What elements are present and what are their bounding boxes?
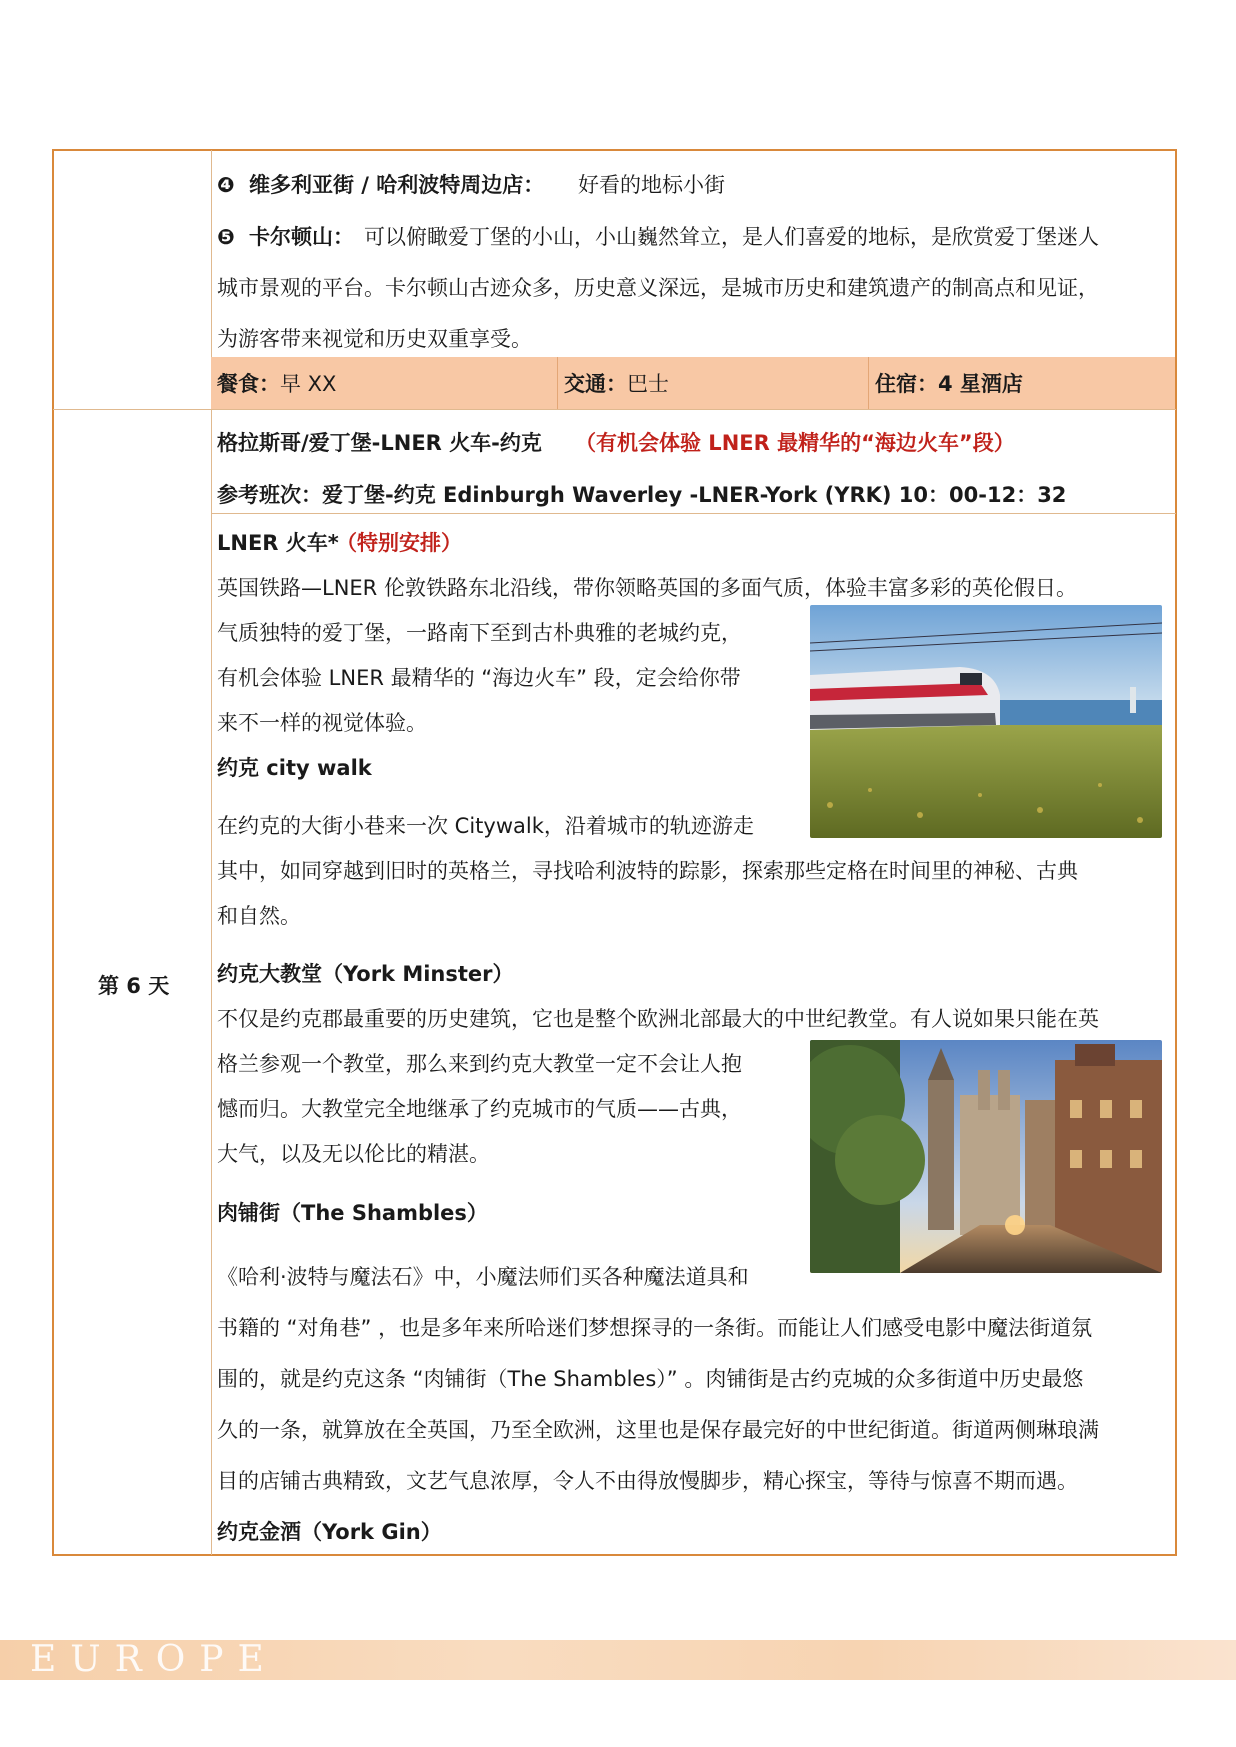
item5-number: ❺ — [217, 225, 235, 249]
hotel-label: 住宿： — [875, 372, 938, 396]
minster-line-1: 不仅是约克郡最重要的历史建筑，它也是整个欧洲北部最大的中世纪教堂。有人说如果只能在英 — [217, 1007, 1099, 1031]
lner-line-2: 气质独特的爱丁堡，一路南下至到古朴典雅的老城约克， — [217, 621, 742, 645]
lner-train-photo — [810, 605, 1162, 838]
lner-title: LNER 火车* — [217, 531, 339, 555]
citywalk-title: 约克 city walk — [217, 756, 372, 780]
minster-line-4: 大气，以及无以伦比的精湛。 — [217, 1142, 490, 1166]
lner-line-1: 英国铁路—LNER 伦敦铁路东北沿线，带你领略英国的多面气质，体验丰富多彩的英伦假日。 — [217, 576, 1077, 600]
footer-europe-wordmark: EUROPE — [30, 1639, 278, 1680]
day6-route-note: （有机会体验 LNER 最精华的“海边火车”段） — [575, 431, 1015, 455]
item5-line-1: 可以俯瞰爱丁堡的小山，小山巍然耸立，是人们喜爱的地标，是欣赏爱丁堡迷人 — [364, 225, 1099, 249]
item5-line-2: 城市景观的平台。卡尔顿山古迹众多，历史意义深远，是城市历史和建筑遗产的制高点和见证， — [217, 276, 1099, 300]
item5-line-3: 为游客带来视觉和历史双重享受。 — [217, 327, 532, 351]
item4-title: 维多利亚街 / 哈利波特周边店： — [249, 173, 545, 197]
table-row-divider — [53, 409, 1176, 410]
day-label: 第 6 天 — [98, 974, 170, 998]
hotel-value: 4 星酒店 — [938, 372, 1023, 396]
shambles-line-2: 书籍的 “对角巷” ，也是多年来所哈迷们梦想探寻的一条街。而能让人们感受电影中魔法街道氛 — [217, 1316, 1093, 1340]
shambles-title: 肉铺街（The Shambles） — [217, 1201, 488, 1225]
transport-value: 巴士 — [627, 372, 669, 396]
meal-info-row — [211, 357, 1175, 409]
york-minster-photo — [810, 1040, 1162, 1273]
citywalk-line-2: 其中，如同穿越到旧时的英格兰，寻找哈利波特的踪影，探索那些定格在时间里的神秘、古典 — [217, 859, 1078, 883]
minster-line-2: 格兰参观一个教堂，那么来到约克大教堂一定不会让人抱 — [217, 1052, 742, 1076]
shambles-line-4: 久的一条，就算放在全英国，乃至全欧洲，这里也是保存最完好的中世纪街道。街道两侧琳琅满 — [217, 1418, 1099, 1442]
hotel-cell — [869, 357, 1175, 409]
meal-cell — [211, 357, 557, 409]
transport-cell — [558, 357, 868, 409]
meal-label: 餐食： — [217, 372, 280, 396]
day6-route: 格拉斯哥/爱丁堡-LNER 火车-约克 — [217, 431, 542, 455]
meal-value: 早 XX — [280, 372, 337, 396]
lner-line-3: 有机会体验 LNER 最精华的 “海边火车” 段，定会给你带 — [217, 666, 741, 690]
citywalk-line-1: 在约克的大街小巷来一次 Citywalk，沿着城市的轨迹游走 — [217, 814, 754, 838]
day6-train-ref: 参考班次：爱丁堡-约克 Edinburgh Waverley -LNER-York (YRK) 10：00-12：32 — [217, 483, 1067, 507]
item4-desc: 好看的地标小街 — [578, 173, 725, 197]
shambles-line-5: 目的店铺古典精致，文艺气息浓厚，令人不由得放慢脚步，精心探宝，等待与惊喜不期而遇。 — [217, 1469, 1078, 1493]
lner-line-4: 来不一样的视觉体验。 — [217, 711, 427, 735]
shambles-line-3: 围的，就是约克这条 “肉铺街（The Shambles）” 。肉铺街是古约克城的众多街道中历史最悠 — [217, 1367, 1084, 1391]
item5-title: 卡尔顿山： — [249, 225, 354, 249]
minster-title: 约克大教堂（York Minster） — [217, 962, 514, 986]
gin-title: 约克金酒（York Gin） — [217, 1520, 442, 1544]
minster-line-3: 憾而归。大教堂完全地继承了约克城市的气质——古典， — [217, 1097, 742, 1121]
transport-label: 交通： — [564, 372, 627, 396]
table-inner-divider — [211, 513, 1176, 514]
item4-number: ❹ — [217, 173, 235, 197]
shambles-line-1: 《哈利·波特与魔法石》中，小魔法师们买各种魔法道具和 — [217, 1265, 749, 1289]
lner-note: （特别安排） — [336, 531, 462, 555]
citywalk-line-3: 和自然。 — [217, 904, 301, 928]
